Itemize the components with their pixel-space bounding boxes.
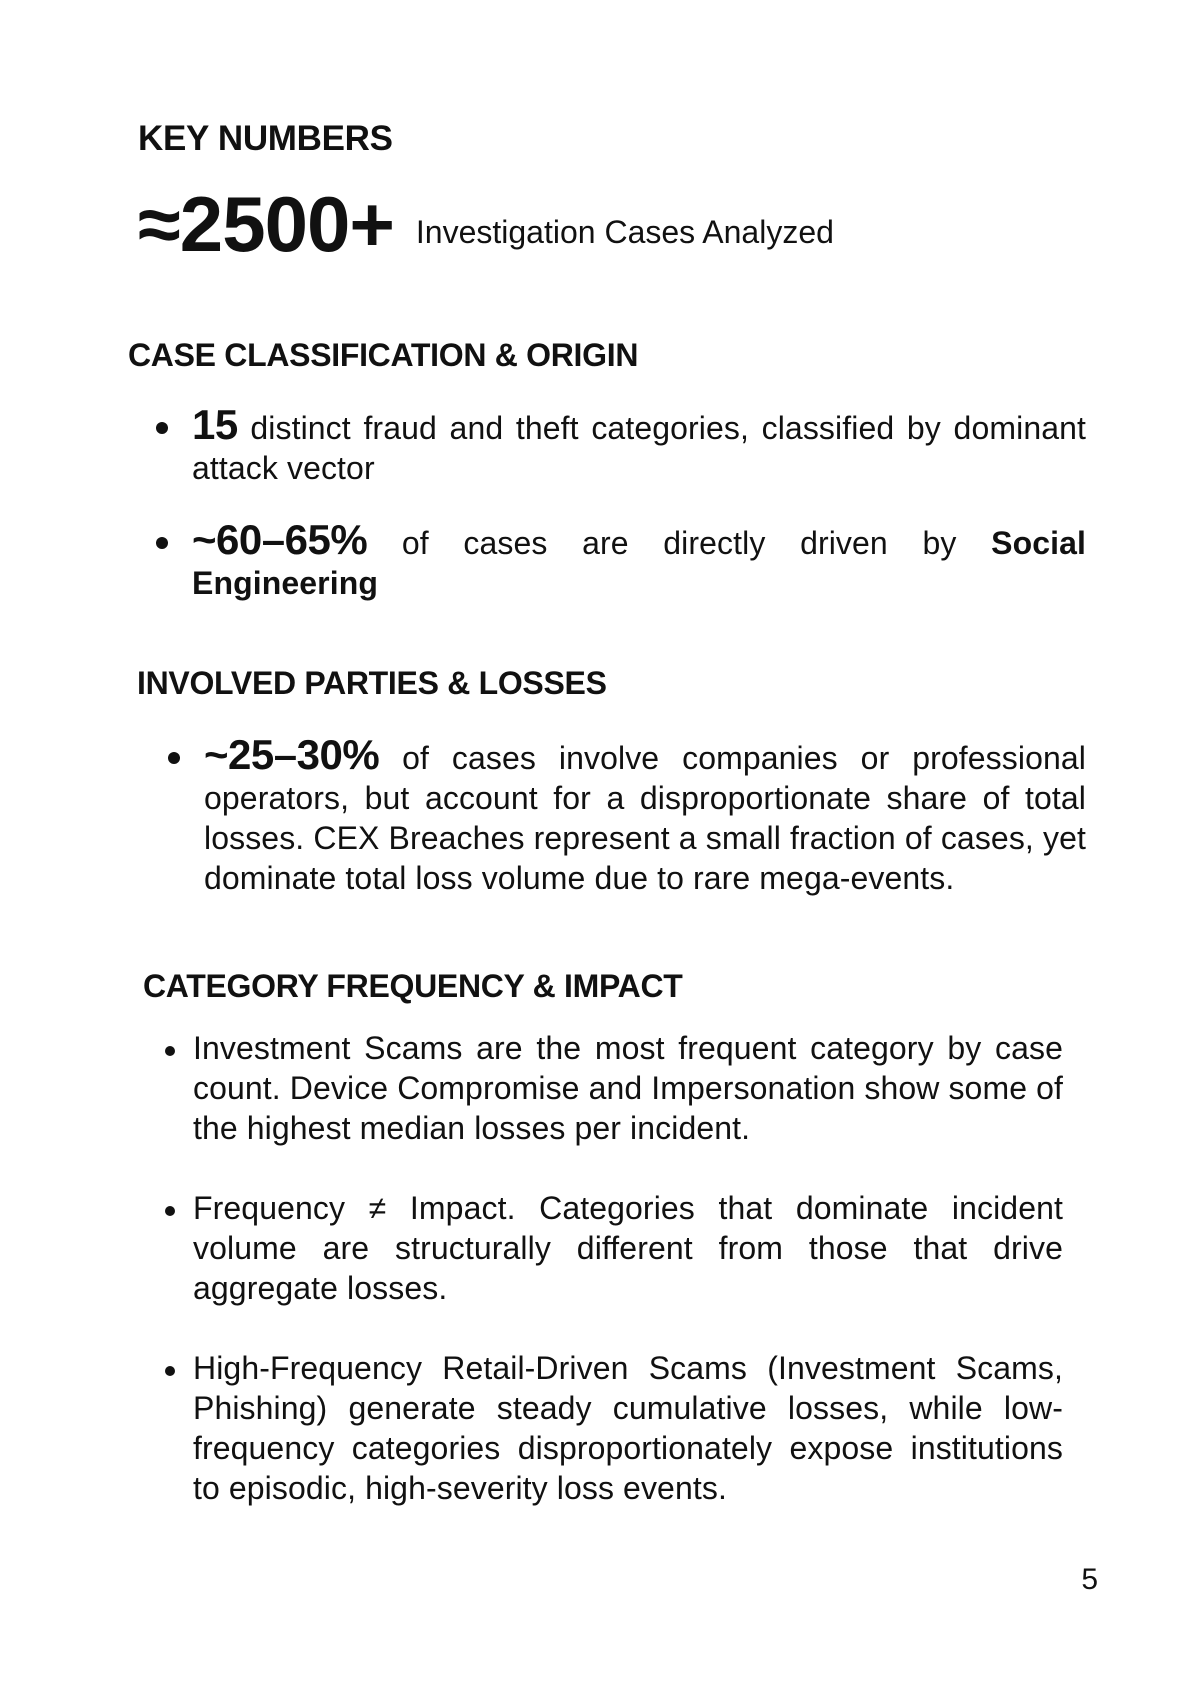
category-frequency-list-item: Frequency ≠ Impact. Categories that dominate incident volume are structurally different from those that drive aggregate losses. [165,1188,1063,1308]
category-frequency-list-item: High-Frequency Retail-Driven Scams (Investment Scams, Phishing) generate steady cumulative losses, while low-frequency categories disproportionately expose institutions to episodic, high-severity loss events. [165,1348,1063,1508]
category-count-description: distinct fraud and theft categories, classified by dominant attack vector [192,410,1086,486]
social-engineering-share-description: of cases are directly driven by [367,525,992,561]
involved-parties-list [168,731,1086,898]
social-engineering-share-stat: ~60–65% [192,516,368,563]
key-numbers-title: KEY NUMBERS [138,119,393,158]
category-frequency-list [165,1028,1063,1508]
category-count-stat: 15 [192,401,238,448]
case-classification-title: CASE CLASSIFICATION & ORIGIN [128,337,639,373]
headline-value: ≈2500+ [138,180,394,268]
involved-parties-list-item [168,731,1086,898]
category-frequency-list-item: Investment Scams are the most frequent category by case count. Device Compromise and Impersonation show some of the highest median losses per incident. [165,1028,1063,1148]
category-frequency-title: CATEGORY FREQUENCY & IMPACT [143,968,683,1004]
classification-list-item [156,516,1086,603]
involved-parties-title: INVOLVED PARTIES & LOSSES [137,665,607,701]
headline-label: Investigation Cases Analyzed [415,214,834,250]
company-case-share-description: of cases involve companies or professional operators, but account for a disproportionate share of total losses. CEX Breaches represent a small fraction of cases, yet dominate total loss volume due to rare mega-events. [204,740,1086,896]
headline-stat [138,180,834,268]
social-engineering-label: Social Engineering [192,525,1086,601]
classification-list-item [156,401,1086,488]
page-number: 5 [1081,1563,1098,1596]
case-classification-list [156,401,1086,603]
company-case-share-stat: ~25–30% [204,731,380,778]
